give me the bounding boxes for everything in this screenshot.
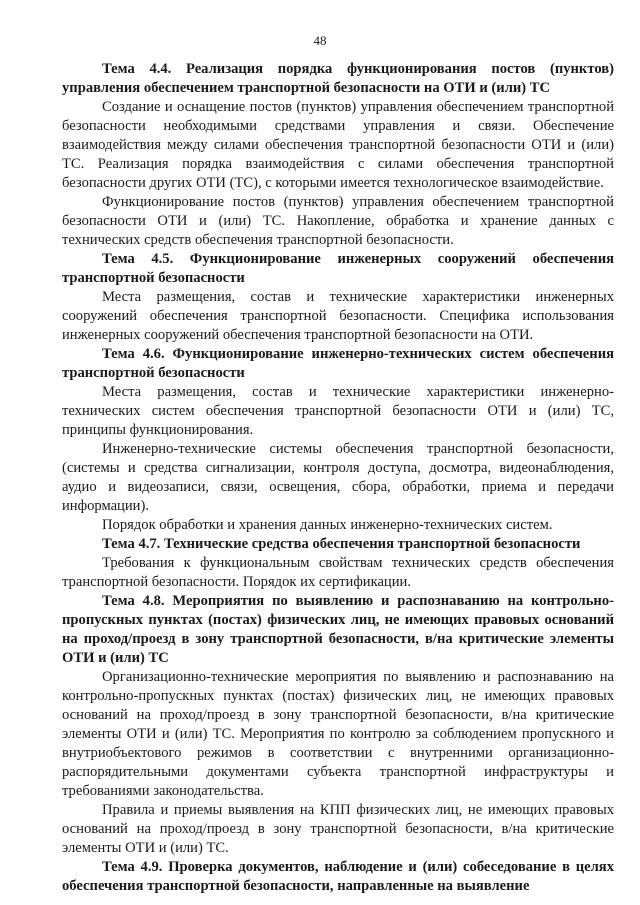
body-paragraph: Правила и приемы выявления на КПП физических лиц, не имеющих правовых оснований на проход/проезд в зону транспортной безопасности, в/на критические элементы ОТИ и (или) ТС. bbox=[62, 802, 614, 856]
body-paragraph: Требования к функциональным свойствам технических средств обеспечения транспортной безопасности. Порядок их сертификации. bbox=[62, 555, 614, 590]
topic-heading-4-7: Тема 4.7. Технические средства обеспечения транспортной безопасности bbox=[102, 536, 581, 552]
body-paragraph: Места размещения, состав и технические характеристики инженерно-технических систем обеспечения транспортной безопасности ОТИ и (или) ТС, принципы функционирования. bbox=[62, 384, 614, 438]
topic-heading-4-6: Тема 4.6. Функционирование инженерно-технических систем обеспечения транспортной безопасности bbox=[62, 346, 614, 381]
body-paragraph: Порядок обработки и хранения данных инженерно-технических систем. bbox=[102, 517, 553, 533]
body-paragraph: Организационно-технические мероприятия по выявлению и распознаванию на контрольно-пропускных пунктах (постах) физических лиц, не имеющих правовых оснований на проход/проезд в зону транспортной безопасности, в/на критические элементы ОТИ и (или) ТС. Мероприятия по контролю за соблюдением пропускного и внутриобъектового режимов в соответствии с внутренними организационно-распорядительными документами субъекта транспортной инфраструктуры и требованиями законодательства. bbox=[62, 669, 614, 799]
page-number: 48 bbox=[313, 33, 327, 48]
topic-heading-4-8: Тема 4.8. Мероприятия по выявлению и распознаванию на контрольно-пропускных пунктах (постах) физических лиц, не имеющих правовых оснований на проход/проезд в зону транспортной безопасности, в/на критические элементы ОТИ и (или) ТС bbox=[62, 593, 614, 666]
body-paragraph: Функционирование постов (пунктов) управления обеспечением транспортной безопасности ОТИ и (или) ТС. Накопление, обработка и хранение данных с технических средств обеспечения транспортной безопасности. bbox=[62, 194, 614, 248]
topic-heading-4-5: Тема 4.5. Функционирование инженерных сооружений обеспечения транспортной безопасности bbox=[62, 251, 614, 286]
topic-heading-4-9: Тема 4.9. Проверка документов, наблюдение и (или) собеседование в целях обеспечения транспортной безопасности, направленные на выявление bbox=[62, 859, 614, 894]
topic-heading-4-4: Тема 4.4. Реализация порядка функционирования постов (пунктов) управления обеспечением транспортной безопасности на ОТИ и (или) ТС bbox=[62, 61, 614, 96]
body-paragraph: Места размещения, состав и технические характеристики инженерных сооружений обеспечения транспортной безопасности. Специфика использования инженерных сооружений обеспечения транспортной безопасности на ОТИ. bbox=[62, 289, 614, 343]
body-paragraph: Создание и оснащение постов (пунктов) управления обеспечением транспортной безопасности необходимыми средствами управления и связи. Обеспечение взаимодействия между силами обеспечения транспортной безопасности ОТИ и (или) ТС. Реализация порядка взаимодействия с силами обеспечения транспортной безопасности других ОТИ (ТС), с которыми имеется технологическое взаимодействие. bbox=[62, 99, 614, 191]
body-paragraph: Инженерно-технические системы обеспечения транспортной безопасности, (системы и средства сигнализации, контроля доступа, досмотра, видеонаблюдения, аудио и видеозаписи, связи, освещения, сбора, обработки, приема и передачи информации). bbox=[62, 441, 614, 514]
document-body bbox=[62, 60, 614, 896]
